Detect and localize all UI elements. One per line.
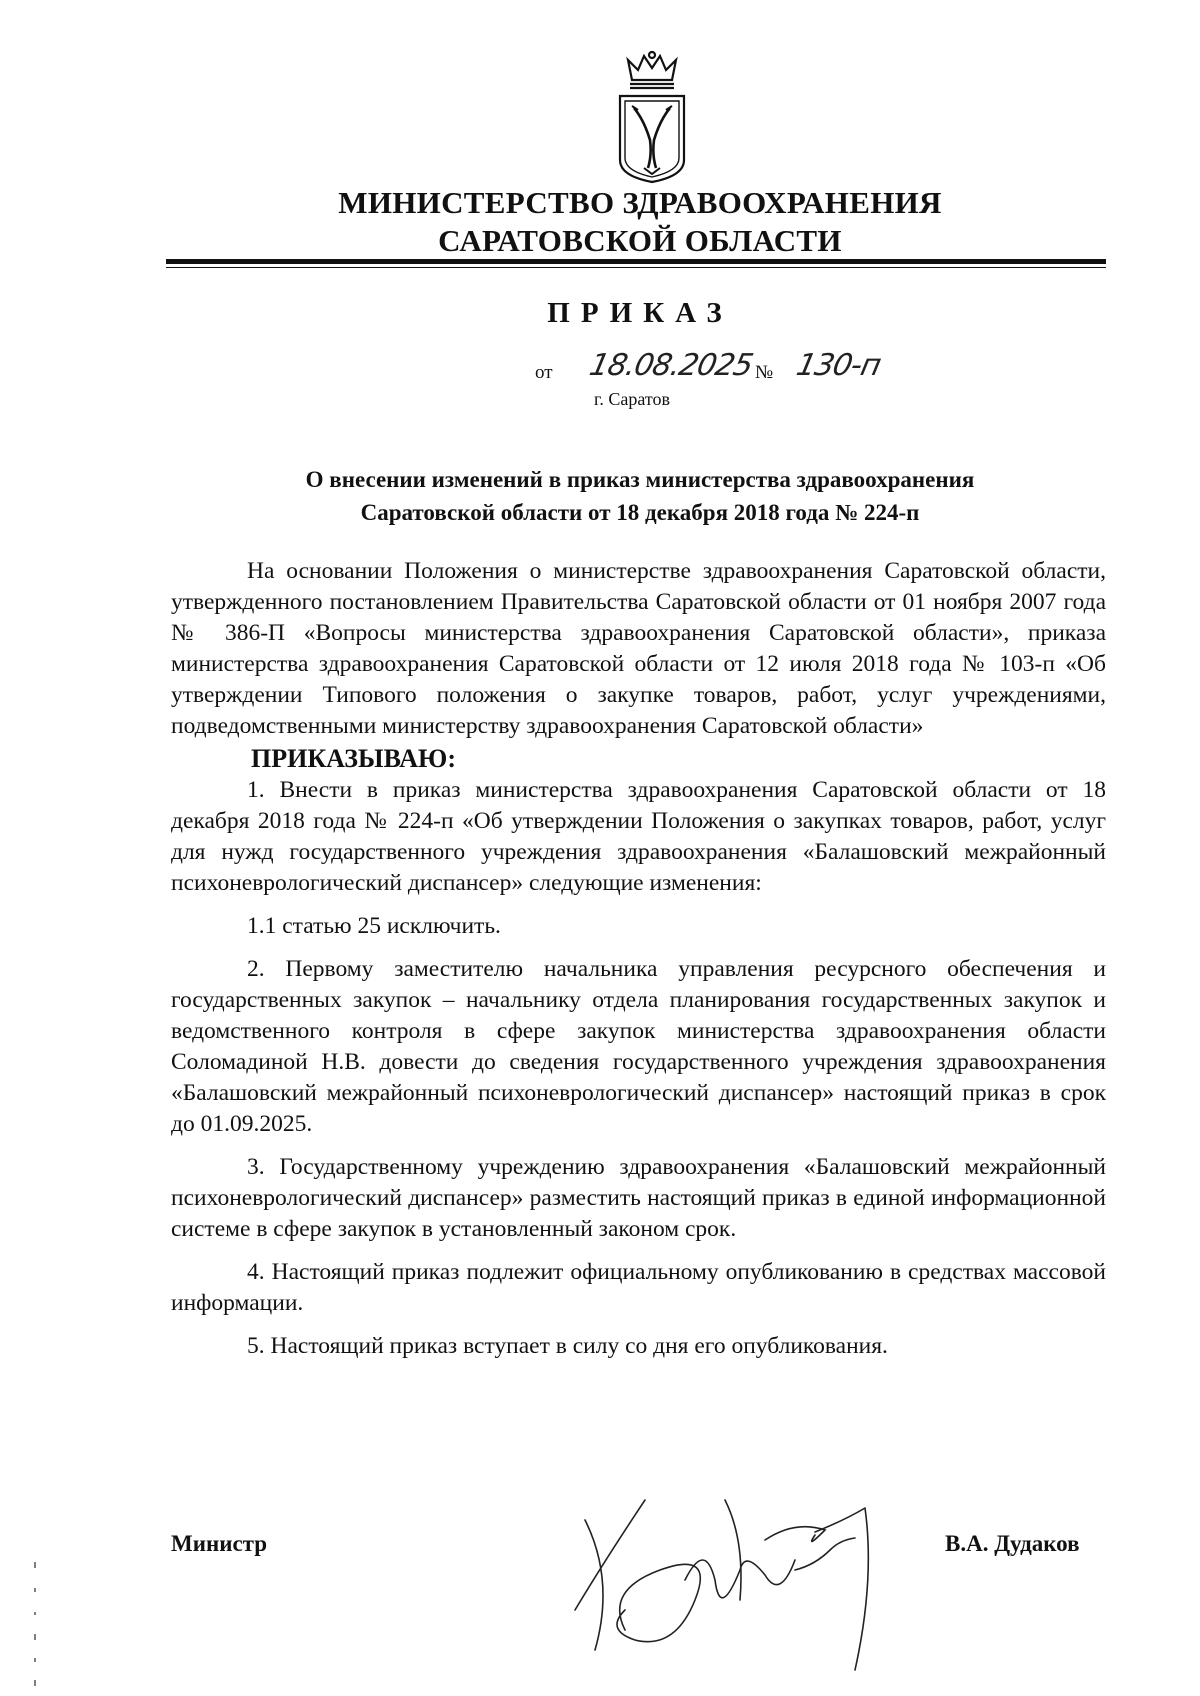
item-2: 2. Первому заместителю начальника управления ресурсного обеспечения и государственных закупок – начальнику отдела планирования государственных закупок и ведомственного контроля в сфере закупок министерства здравоохранения области Соломадиной Н.В. довести до сведения государственного учреждения здравоохранения «Балашовский межрайонный психоневрологический диспансер» настоящий приказ в срок до 01.09.2025. (171, 956, 1106, 1137)
scan-edge-marks (30, 1560, 40, 1690)
item-5: 5. Настоящий приказ вступает в силу со дня его опубликования. (247, 1333, 888, 1359)
coat-of-arms-icon (614, 50, 690, 184)
header-divider-thin (166, 267, 1106, 268)
ministry-name-line2: САРАТОВСКОЙ ОБЛАСТИ (438, 223, 842, 258)
subject-line2: Саратовской области от 18 декабря 2018 года № 224-п (360, 500, 920, 525)
item-4: 4. Настоящий приказ подлежит официальному опубликованию в средствах массовой информации. (171, 1259, 1106, 1316)
city-label: г. Саратов (594, 389, 670, 409)
item-1: 1. Внести в приказ министерства здравоохранения Саратовской области от 18 декабря 2018 года № 224-п «Об утверждении Положения о закупках товаров, работ, услуг для нужд государственного учреждения здравоохранения «Балашовский межрайонный психоневрологический диспансер» следующие изменения: (171, 777, 1106, 896)
ministry-header (160, 184, 1120, 260)
header-divider-thick (166, 259, 1106, 264)
date-from-label: от (535, 362, 553, 383)
subject-line1: О внесении изменений в приказ министерства здравоохранения (305, 467, 975, 492)
ministry-name-line1: МИНИСТЕРСТВО ЗДРАВООХРАНЕНИЯ (338, 185, 942, 220)
handwritten-signature-icon (565, 1480, 925, 1680)
handwritten-date: 18.08.2025 (586, 348, 756, 383)
number-sign: № (755, 362, 774, 383)
document-type-title: ПРИКАЗ (547, 297, 733, 329)
command-heading: ПРИКАЗЫВАЮ: (251, 744, 456, 773)
preamble-paragraph: На основании Положения о министерстве здравоохранения Саратовской области, утвержденного постановлением Правительства Саратовской области от 01 ноября 2007 года № 386-П «Вопросы министерства здравоохранения Саратовской области», приказа министерства здравоохранения Саратовской области от 12 июля 2018 года № 103-п «Об утверждении Типового положения о закупке товаров, работ, услуг учреждениями, подведомственными министерству здравоохранения Саратовской области» (171, 558, 1106, 739)
order-body (171, 556, 1106, 1362)
item-3: 3. Государственному учреждению здравоохранения «Балашовский межрайонный психоневрологический диспансер» разместить настоящий приказ в единой информационной системе в сфере закупок в установленный законом срок. (171, 1154, 1106, 1242)
item-1-1: 1.1 статью 25 исключить. (247, 913, 501, 939)
order-subject (170, 463, 1110, 529)
signatory-name: В.А. Дудаков (945, 1531, 1080, 1556)
handwritten-order-number: 130-п (793, 348, 884, 383)
signatory-role: Министр (171, 1531, 268, 1556)
